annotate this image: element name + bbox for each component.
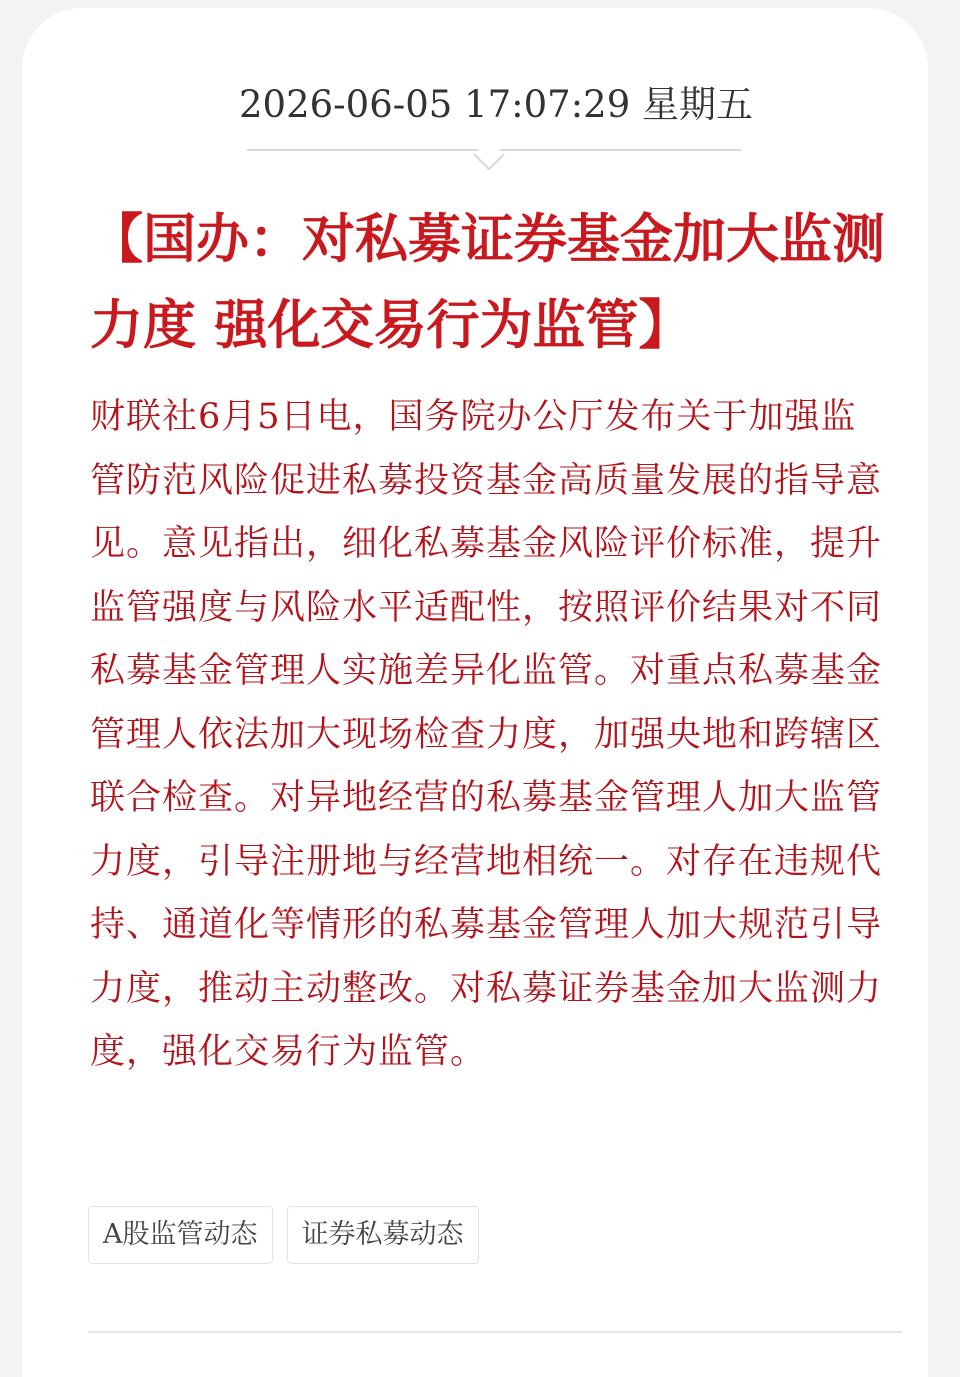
divider-notch (473, 139, 504, 170)
tag-a-share-regulation[interactable]: A股监管动态 (88, 1206, 273, 1264)
tag-list (88, 1206, 479, 1264)
tag-securities-private-fund[interactable]: 证券私募动态 (287, 1206, 479, 1264)
article-body: 财联社6月5日电，国务院办公厅发布关于加强监管防范风险促进私募投资基金高质量发展的指导意见。意见指出，细化私募基金风险评价标准，提升监管强度与风险水平适配性，按照评价结果对不同私募基金管理人实施差异化监管。对重点私募基金管理人依法加大现场检查力度，加强央地和跨辖区联合检查。对异地经营的私募基金管理人加大监管力度，引导注册地与经营地相统一。对存在违规代持、通道化等情形的私募基金管理人加大规范引导力度，推动主动整改。对私募证券基金加大监测力度，强化交易行为监管。 (90, 397, 883, 1072)
bottom-divider (88, 1331, 902, 1333)
publish-datetime: 2026-06-05 17:07:29 星期五 (238, 83, 754, 126)
article-headline: 【国办：对私募证券基金加大监测力度 强化交易行为监管】 (90, 208, 885, 356)
article-card (22, 8, 928, 1377)
